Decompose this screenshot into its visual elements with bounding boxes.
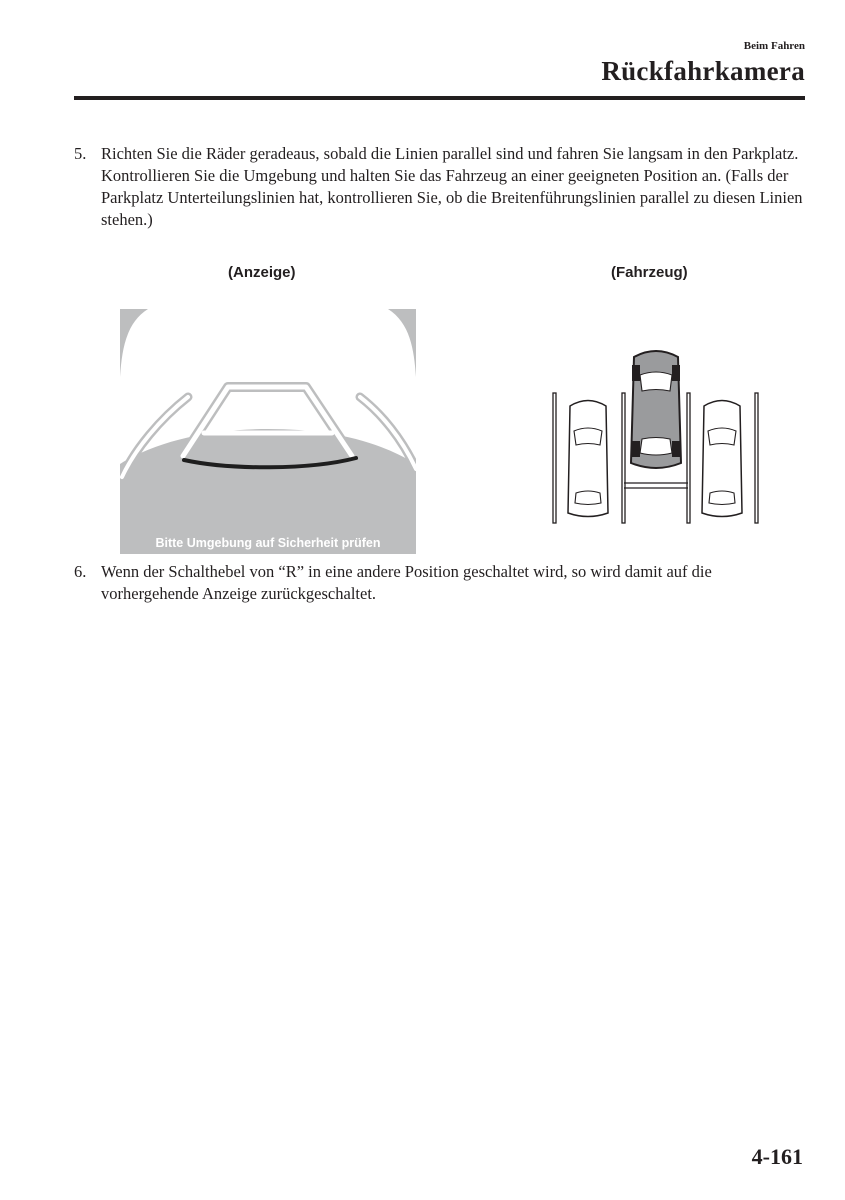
camera-screen-graphic xyxy=(120,309,416,554)
vehicle-caption: (Fahrzeug) xyxy=(611,264,688,281)
section-label: Beim Fahren xyxy=(743,40,805,52)
parking-illustration xyxy=(548,343,768,533)
page-title: Rückfahrkamera xyxy=(601,56,805,86)
camera-warning-text: Bitte Umgebung auf Sicherheit prüfen xyxy=(155,536,381,550)
step-text: Wenn der Schalthebel von “R” in eine andere Position geschaltet wird, so wird damit auf die vorhergehende Anzeige zurückgeschaltet. xyxy=(101,562,712,603)
step-6 xyxy=(74,561,808,605)
step-5 xyxy=(74,143,808,231)
camera-display-illustration xyxy=(120,309,416,554)
header-rule xyxy=(74,96,805,100)
parking-spaces-graphic xyxy=(548,343,768,533)
page-number: 4-161 xyxy=(751,1144,803,1169)
display-caption: (Anzeige) xyxy=(228,264,296,281)
step-text: Richten Sie die Räder geradeaus, sobald die Linien parallel sind und fahren Sie langsam in den Parkplatz. Kontrollieren Sie die Umgebung und halten Sie das Fahrzeug an einer geeigneten Position an. (Falls der Parkplatz Unterteilungslinien hat, kontrollieren Sie, ob die Breitenführungslinien parallel zu diesen Linien stehen.) xyxy=(101,144,803,229)
right-car-icon xyxy=(702,401,742,517)
left-car-icon xyxy=(568,401,608,517)
step-number: 6. xyxy=(74,562,87,581)
own-car-icon xyxy=(631,351,681,468)
step-number: 5. xyxy=(74,144,87,163)
